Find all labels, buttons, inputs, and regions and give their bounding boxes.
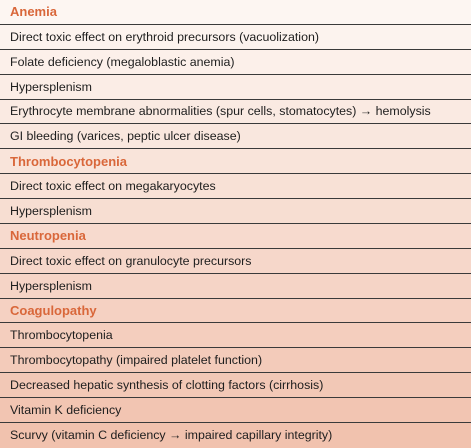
section-header-coagulopathy: Coagulopathy bbox=[0, 299, 471, 324]
table-row: Hypersplenism bbox=[0, 199, 471, 224]
table-row: Direct toxic effect on megakaryocytes bbox=[0, 174, 471, 199]
table-row: Scurvy (vitamin C deficiency → impaired capillary integrity) bbox=[0, 423, 471, 448]
table-row: Erythrocyte membrane abnormalities (spur cells, stomatocytes) → hemolysis bbox=[0, 100, 471, 125]
section-header-neutropenia: Neutropenia bbox=[0, 224, 471, 249]
table-row: Decreased hepatic synthesis of clotting factors (cirrhosis) bbox=[0, 373, 471, 398]
section-header-thrombocytopenia: Thrombocytopenia bbox=[0, 149, 471, 174]
table-row: Direct toxic effect on erythroid precursors (vacuolization) bbox=[0, 25, 471, 50]
table-row: GI bleeding (varices, peptic ulcer disease) bbox=[0, 124, 471, 149]
table-row: Thrombocytopenia bbox=[0, 323, 471, 348]
table-row: Hypersplenism bbox=[0, 75, 471, 100]
table-row: Vitamin K deficiency bbox=[0, 398, 471, 423]
table-row: Direct toxic effect on granulocyte precursors bbox=[0, 249, 471, 274]
table-row: Thrombocytopathy (impaired platelet function) bbox=[0, 348, 471, 373]
table-row: Folate deficiency (megaloblastic anemia) bbox=[0, 50, 471, 75]
table-row: Hypersplenism bbox=[0, 274, 471, 299]
section-header-anemia: Anemia bbox=[0, 0, 471, 25]
